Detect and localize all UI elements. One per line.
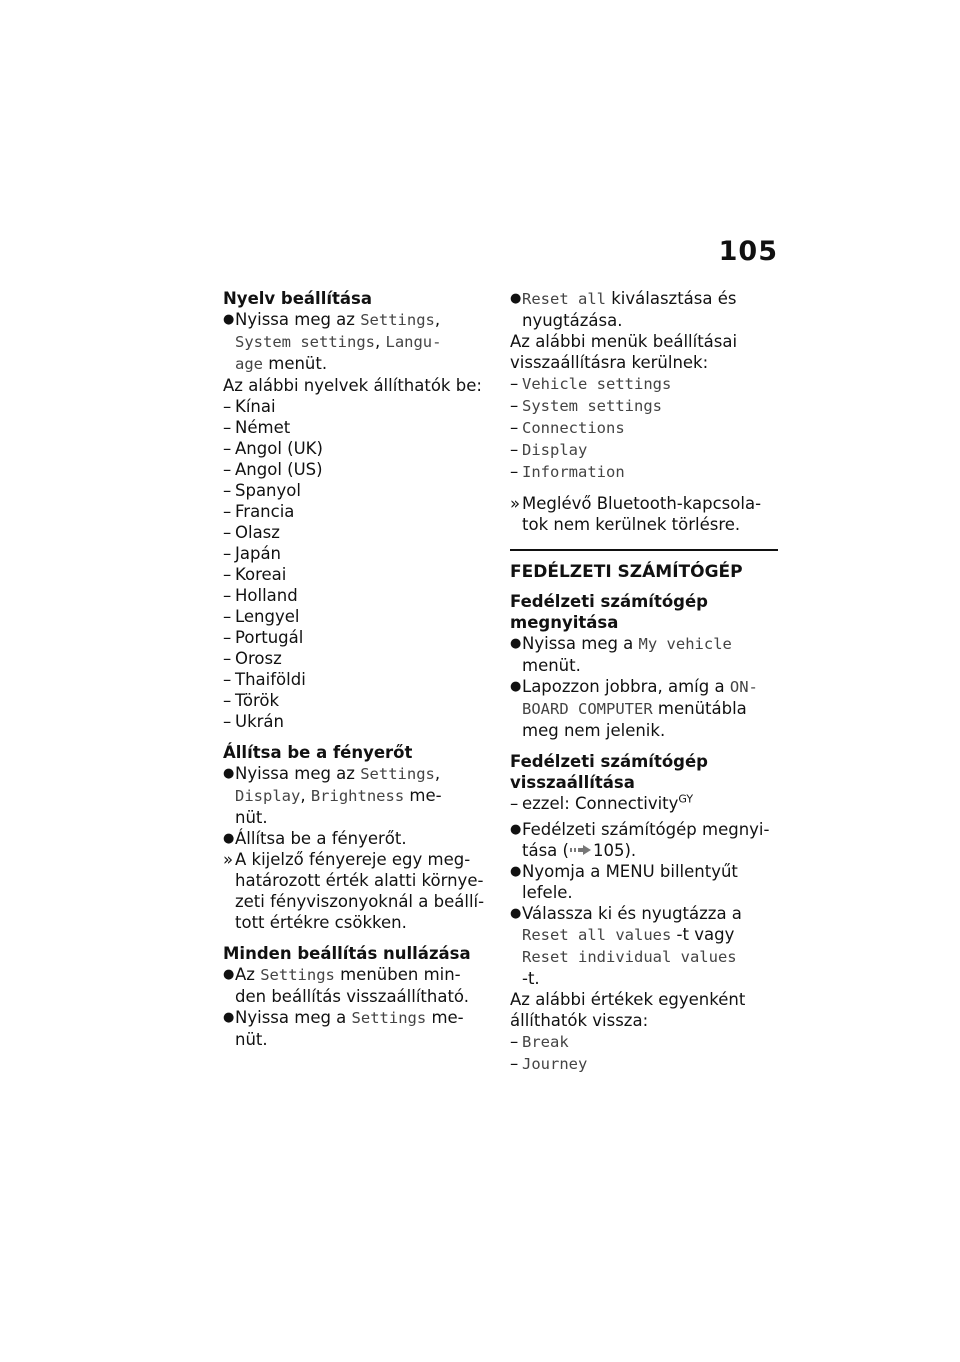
list-item: – Olasz [223, 523, 280, 542]
result-arrow-icon: » [510, 494, 521, 513]
reset-step-open: ● Nyissa meg a Settings me- nüt. [223, 1008, 464, 1049]
list-item: – Connections [510, 418, 625, 437]
reset-menu-list [510, 373, 782, 483]
open-step-swipe: ● Lapozzon jobbra, amíg a ON- BOARD COMPUTER menütábla meg nem jelenik. [510, 677, 758, 740]
bullet-icon: ● [510, 906, 522, 921]
dash-icon: – [510, 418, 519, 437]
dash-icon: – [223, 397, 232, 416]
list-item: – Display [510, 440, 588, 459]
bullet-icon: ● [223, 831, 235, 846]
section-title: FEDÉLZETI SZÁMÍTÓGÉP [510, 562, 743, 582]
list-item: – Francia [223, 502, 295, 521]
brightness-step-set: ● Állítsa be a fényerőt. [223, 829, 407, 848]
reset-computer-heading: Fedélzeti számítógép visszaállítása [510, 752, 708, 792]
dash-icon: – [510, 440, 519, 459]
values-intro: Az alábbi értékek egyenként állíthatók vissza: [510, 990, 746, 1030]
list-item: – Information [510, 462, 625, 481]
bullet-icon: ● [223, 766, 235, 781]
reset-step-select: ● Válassza ki és nyugtázza a Reset all values -t vagy Reset individual values -t. [510, 904, 742, 988]
page-reference-arrow-icon [569, 845, 593, 855]
result-arrow-icon: » [223, 850, 234, 869]
dash-icon: – [510, 462, 519, 481]
bullet-icon: ● [510, 679, 522, 694]
bullet-icon: ● [510, 291, 522, 306]
dash-icon: – [223, 481, 232, 500]
list-item: – Japán [223, 544, 282, 563]
values-list [510, 1031, 782, 1075]
list-item: – Portugál [223, 628, 304, 647]
dash-icon: – [223, 628, 232, 647]
list-item: – Angol (US) [223, 460, 323, 479]
dash-icon: – [510, 1032, 519, 1051]
dash-icon: – [223, 670, 232, 689]
brightness-step-open: ● Nyissa meg az Settings, Display, Brightness me- nüt. [223, 764, 442, 827]
dash-icon: – [510, 374, 519, 393]
list-item: – Lengyel [223, 607, 300, 626]
language-list [223, 396, 489, 732]
dash-icon: – [223, 586, 232, 605]
list-item: – Break [510, 1032, 569, 1051]
reset-all-step: ● Reset all kiválasztása és nyugtázása. [510, 289, 737, 330]
bullet-icon: ● [223, 1010, 235, 1025]
open-heading: Fedélzeti számítógép megnyitása [510, 592, 708, 632]
list-item: – Angol (UK) [223, 439, 323, 458]
list-item: – Vehicle settings [510, 374, 672, 393]
open-step-menu: ● Nyissa meg a My vehicle menüt. [510, 634, 732, 675]
list-item: – Holland [223, 586, 298, 605]
bullet-icon: ● [223, 967, 235, 982]
list-item: – Journey [510, 1054, 588, 1073]
left-column [223, 288, 489, 1050]
dash-icon: – [510, 1054, 519, 1073]
reset-all-heading: Minden beállítás nullázása [223, 944, 471, 963]
dash-icon: – [223, 712, 232, 731]
brightness-result: » A kijelző fényereje egy meg- határozott érték alatti környe- zeti fényviszonyoknál a beállí- tott értékre csökken. [223, 850, 485, 932]
dash-icon: – [223, 418, 232, 437]
list-item: – Török [223, 691, 280, 710]
language-step: ● Nyissa meg az Settings, System settings, Langu- age menüt. [223, 310, 442, 373]
dash-icon: – [223, 607, 232, 626]
dash-icon: – [223, 544, 232, 563]
dash-icon: – [510, 794, 519, 813]
dash-icon: – [223, 565, 232, 584]
list-item: – Thaiföldi [223, 670, 306, 689]
dash-icon: – [223, 460, 232, 479]
dash-icon: – [223, 502, 232, 521]
dash-icon: – [223, 691, 232, 710]
condition-line: – ezzel: Connectivity$^{GY}$ [510, 792, 694, 813]
reset-info: ● Az Settings menüben min- den beállítás visszaállítható. [223, 965, 469, 1006]
list-item: – System settings [510, 396, 662, 415]
section-divider [510, 549, 778, 551]
bluetooth-result: » Meglévő Bluetooth-kapcsola- tok nem kerülnek törlésre. [510, 494, 762, 534]
language-heading: Nyelv beállítása [223, 289, 372, 308]
right-column [510, 288, 782, 1075]
dash-icon: – [223, 523, 232, 542]
list-item: – Orosz [223, 649, 282, 668]
page-number: 105 [718, 236, 778, 267]
bullet-icon: ● [510, 636, 522, 651]
language-intro: Az alábbi nyelvek állíthatók be: [223, 376, 482, 395]
dash-icon: – [223, 439, 232, 458]
reset-intro: Az alábbi menük beállításai visszaállításra kerülnek: [510, 332, 738, 372]
bullet-icon: ● [223, 312, 235, 327]
list-item: – Koreai [223, 565, 287, 584]
dash-icon: – [223, 649, 232, 668]
list-item: – Ukrán [223, 712, 284, 731]
dash-icon: – [510, 396, 519, 415]
list-item: – Német [223, 418, 291, 437]
reset-step-menu-button: ● Nyomja a MENU billentyűt lefele. [510, 862, 738, 902]
page-reference[interactable]: 105 [592, 841, 625, 860]
reset-step-open-computer: ● Fedélzeti számítógép megnyi- tása ( 105). [510, 820, 770, 860]
brightness-heading: Állítsa be a fényerőt [223, 743, 413, 762]
bullet-icon: ● [510, 822, 522, 837]
bullet-icon: ● [510, 864, 522, 879]
list-item: – Kínai [223, 397, 276, 416]
list-item: – Spanyol [223, 481, 301, 500]
